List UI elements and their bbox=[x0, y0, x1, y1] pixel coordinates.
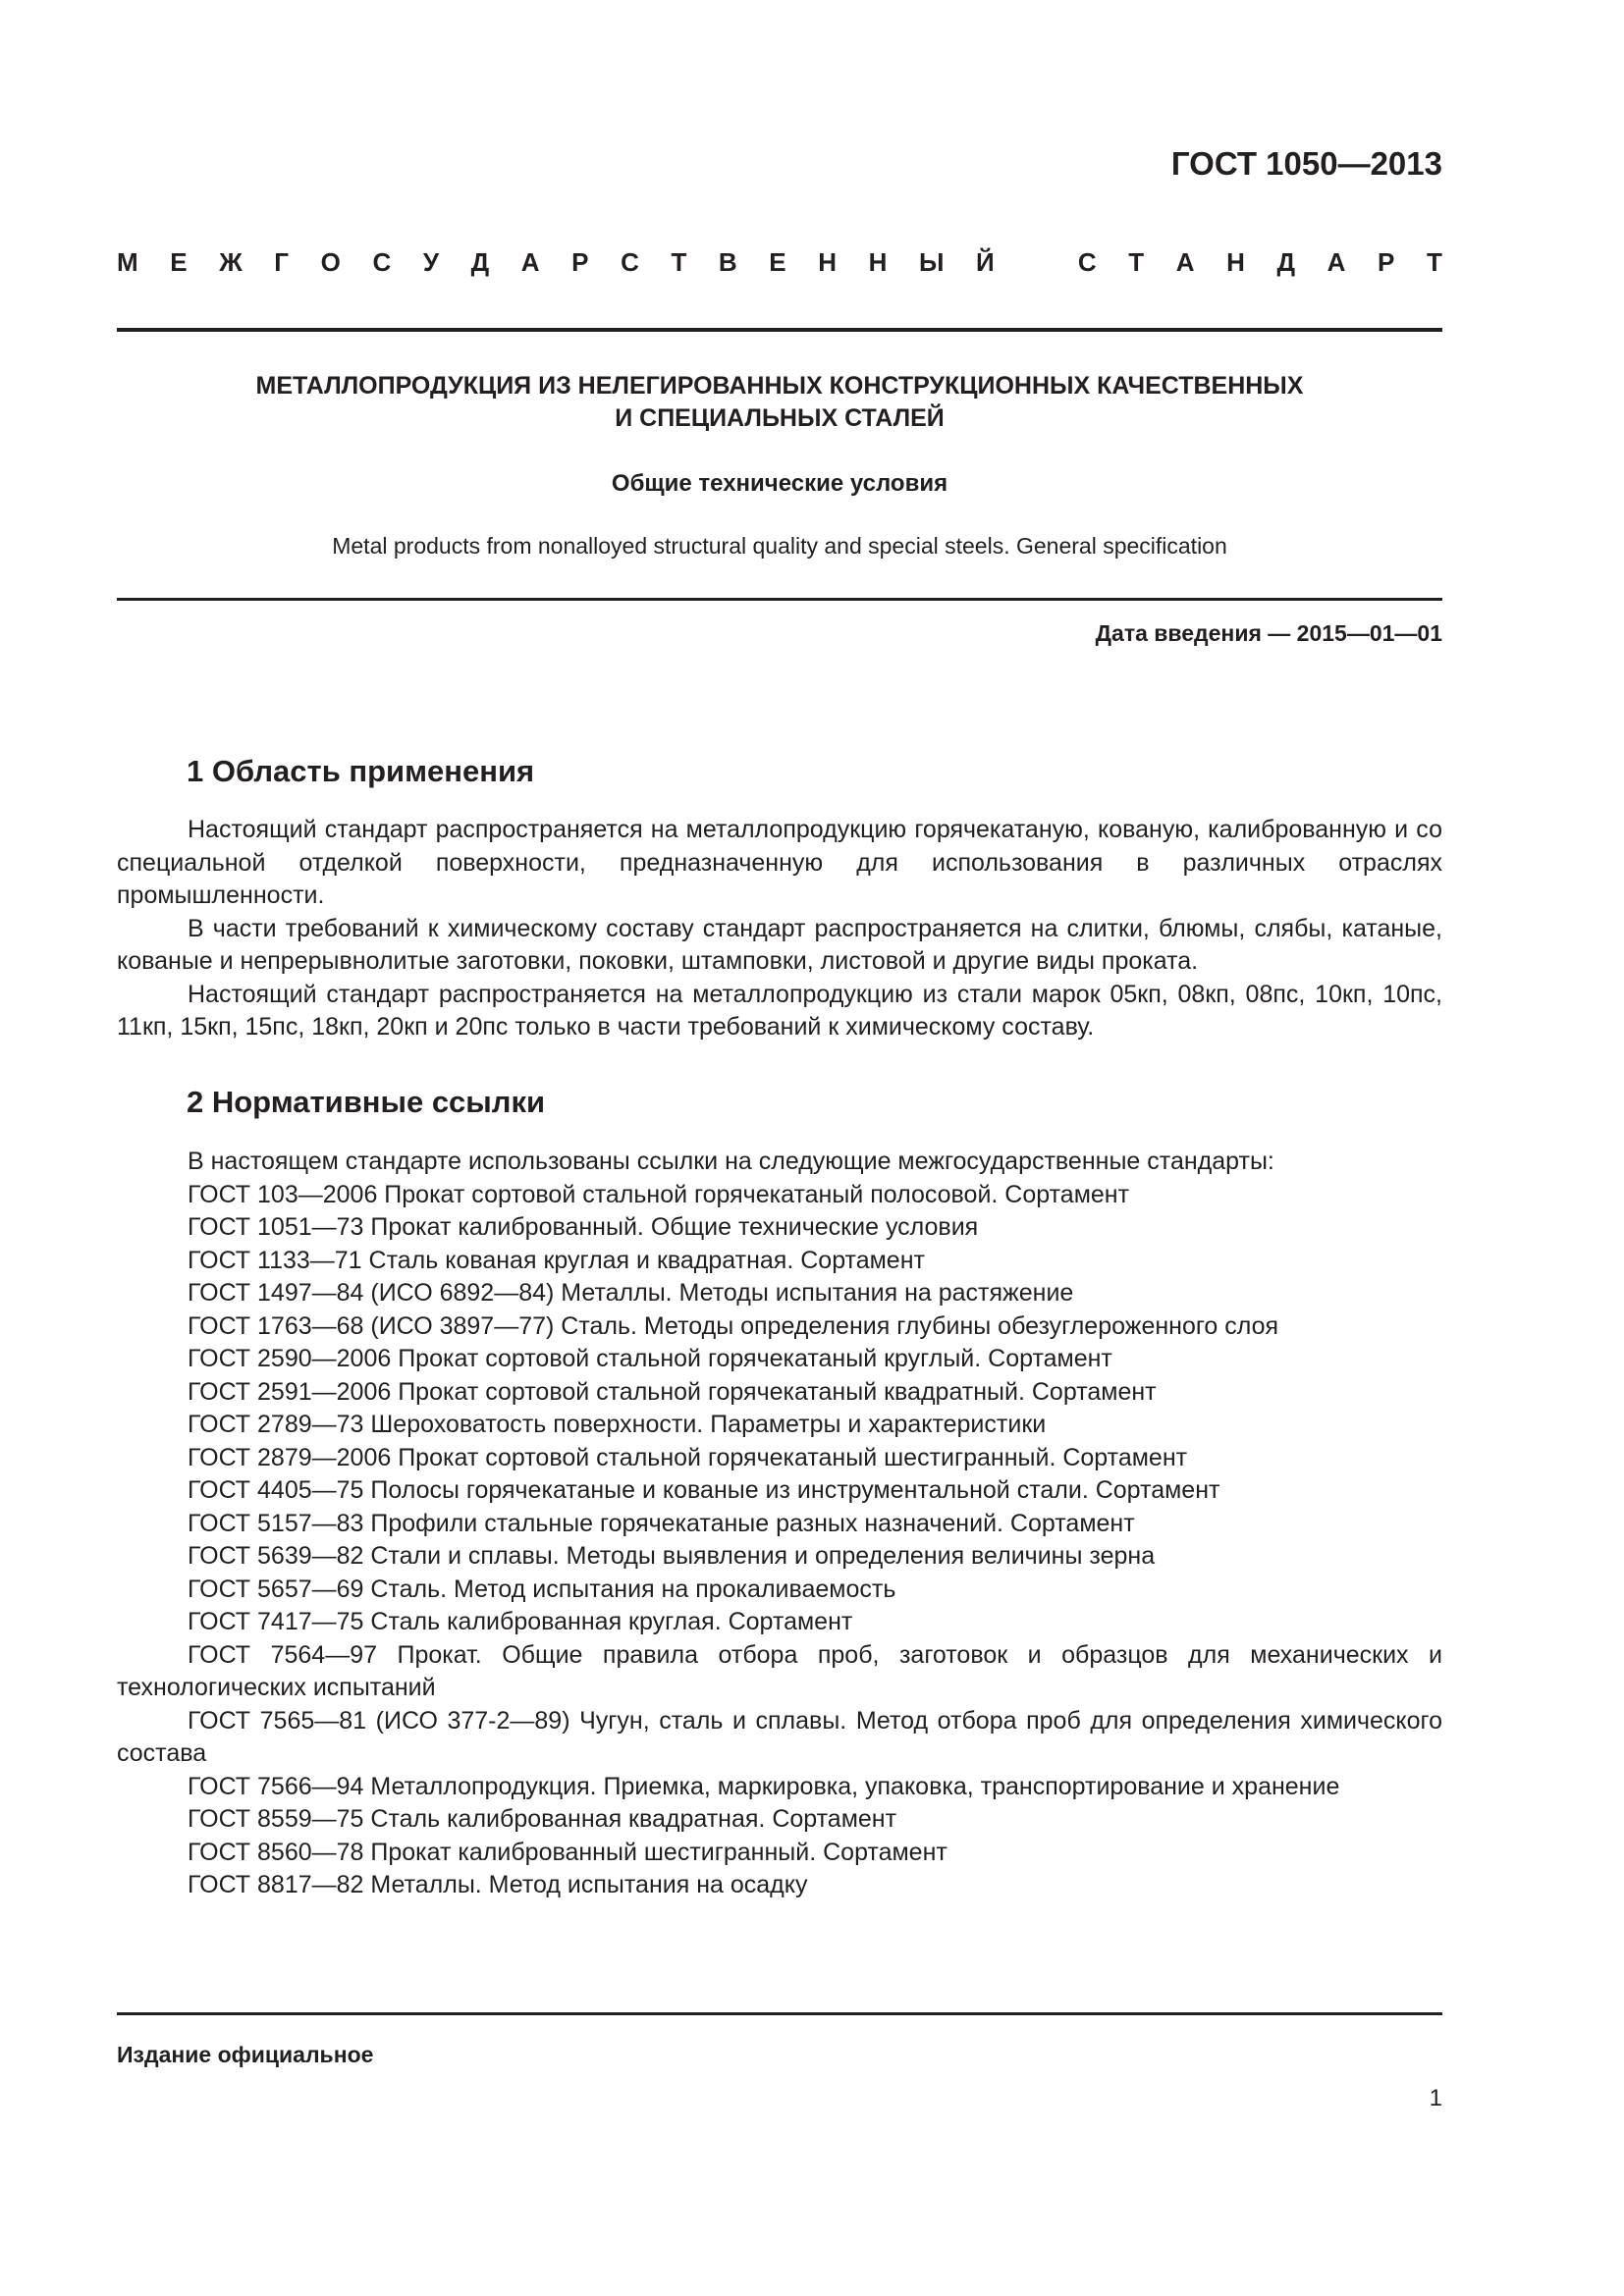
banner-letter: С bbox=[621, 247, 639, 277]
normative-reference: ГОСТ 1051—73 Прокат калиброванный. Общие технические условия bbox=[188, 1213, 979, 1241]
normative-reference: ГОСТ 8559—75 Сталь калиброванная квадратная. Сортамент bbox=[188, 1805, 897, 1833]
banner-letter: С bbox=[1077, 247, 1097, 277]
banner-letter: Д bbox=[1276, 247, 1296, 277]
section-2-intro: В настоящем стандарте использованы ссылки на следующие межгосударственные стандарты: bbox=[188, 1148, 1274, 1175]
banner-letter: Д bbox=[470, 247, 490, 277]
normative-reference: ГОСТ 1133—71 Сталь кованая круглая и квадратная. Сортамент bbox=[188, 1246, 925, 1274]
normative-reference: ГОСТ 1763—68 (ИСО 3897—77) Сталь. Методы определения глубины обезуглероженного слоя bbox=[188, 1311, 1279, 1340]
banner-letter: А bbox=[1175, 247, 1195, 277]
normative-reference: ГОСТ 8817—82 Металлы. Метод испытания на осадку bbox=[188, 1871, 808, 1898]
banner-letter: Ж bbox=[219, 247, 243, 277]
section-1-heading: 1 Область применения bbox=[187, 754, 535, 788]
english-title: Metal products from nonalloyed structural quality and special steels. General specification bbox=[332, 533, 1227, 559]
normative-reference: ГОСТ 2591—2006 Прокат сортовой стальной горячекатаный квадратный. Сортамент bbox=[188, 1377, 1157, 1406]
standard-banner bbox=[117, 247, 1442, 278]
normative-reference: ГОСТ 7566—94 Металлопродукция. Приемка, маркировка, упаковка, транспортирование и хранение bbox=[188, 1772, 1340, 1800]
normative-reference: ГОСТ 7565—81 (ИСО 377-2—89) Чугун, сталь и сплавы. Метод отбора проб для определения химического состава bbox=[117, 1706, 1442, 1767]
section-1-body bbox=[117, 814, 1442, 1044]
normative-reference: ГОСТ 2879—2006 Прокат сортовой стальной горячекатаный шестигранный. Сортамент bbox=[188, 1443, 1188, 1471]
normative-reference: ГОСТ 2789—73 Шероховатость поверхности. Параметры и характеристики bbox=[188, 1411, 1047, 1438]
banner-letter: Т bbox=[671, 247, 687, 277]
divider-title bbox=[117, 598, 1442, 601]
banner-letter: Й bbox=[976, 247, 995, 277]
section-1-paragraph: Настоящий стандарт распространяется на металлопродукцию горячекатаную, кованую, калиброванную и со специальной отделкой поверхности, предназначенную для использования в различных отраслях промышленности. bbox=[117, 816, 1442, 909]
normative-reference: ГОСТ 4405—75 Полосы горячекатаные и кованые из инструментальной стали. Сортамент bbox=[188, 1476, 1220, 1504]
banner-letter: Т bbox=[1128, 247, 1145, 277]
normative-reference: ГОСТ 103—2006 Прокат сортовой стальной горячекатаный полосовой. Сортамент bbox=[188, 1180, 1130, 1208]
banner-letter: О bbox=[320, 247, 341, 277]
section-1-paragraph: В части требований к химическому составу стандарт распространяется на слитки, блюмы, слябы, катаные, кованые и непрерывнолитые заготовки, поковки, штамповки, листовой и другие виды проката. bbox=[117, 914, 1442, 975]
banner-letter: В bbox=[718, 247, 737, 277]
normative-reference: ГОСТ 7417—75 Сталь калиброванная круглая. Сортамент bbox=[188, 1608, 853, 1635]
banner-letter: Е bbox=[769, 247, 786, 277]
normative-reference: ГОСТ 5157—83 Профили стальные горячекатаные разных назначений. Сортамент bbox=[188, 1509, 1135, 1537]
section-1-paragraph: Настоящий стандарт распространяется на металлопродукцию из стали марок 05кп, 08кп, 08пс, 10кп, 10пс, 11кп, 15кп, 15пс, 18кп, 20кп и 20пс только в части требований к химическому составу. bbox=[117, 980, 1442, 1041]
banner-letter: С bbox=[372, 247, 392, 277]
banner-letter: Р bbox=[571, 247, 589, 277]
banner-letter: Г bbox=[274, 247, 290, 277]
banner-letter: Ы bbox=[918, 247, 945, 277]
subtitle: Общие технические условия bbox=[611, 470, 948, 497]
document-number: ГОСТ 1050—2013 bbox=[1170, 145, 1442, 182]
section-2-body bbox=[117, 1146, 1442, 1902]
banner-letter: А bbox=[520, 247, 540, 277]
divider-bottom bbox=[117, 2012, 1442, 2015]
banner-letter: У bbox=[422, 247, 440, 277]
banner-letter: Н bbox=[868, 247, 888, 277]
normative-reference: ГОСТ 8560—78 Прокат калиброванный шестигранный. Сортамент bbox=[188, 1838, 947, 1866]
banner-letter: Р bbox=[1378, 247, 1395, 277]
banner-letter: Т bbox=[1426, 247, 1442, 277]
normative-reference: ГОСТ 7564—97 Прокат. Общие правила отбора проб, заготовок и образцов для механических и технологических испытаний bbox=[117, 1640, 1442, 1701]
divider-top bbox=[117, 328, 1442, 332]
page-number: 1 bbox=[1429, 2085, 1442, 2111]
banner-letter: Н bbox=[818, 247, 838, 277]
section-2-heading: 2 Нормативные ссылки bbox=[187, 1085, 546, 1119]
normative-reference: ГОСТ 1497—84 (ИСО 6892—84) Металлы. Методы испытания на растяжение bbox=[188, 1279, 1074, 1307]
banner-letter: М bbox=[117, 247, 138, 277]
banner-letter: А bbox=[1326, 247, 1346, 277]
normative-reference: ГОСТ 5657—69 Сталь. Метод испытания на прокаливаемость bbox=[188, 1575, 896, 1603]
normative-reference: ГОСТ 2590—2006 Прокат сортовой стальной горячекатаный круглый. Сортамент bbox=[188, 1345, 1112, 1372]
normative-reference: ГОСТ 5639—82 Стали и сплавы. Методы выявления и определения величины зерна bbox=[188, 1542, 1156, 1570]
edition-label: Издание официальное bbox=[117, 2042, 374, 2067]
title-line-1: МЕТАЛЛОПРОДУКЦИЯ ИЗ НЕЛЕГИРОВАННЫХ КОНСТРУКЦИОННЫХ КАЧЕСТВЕННЫХ bbox=[255, 372, 1304, 400]
introduction-date: Дата введения — 2015—01—01 bbox=[1095, 620, 1442, 646]
banner-gap bbox=[1026, 247, 1046, 278]
title-line-2: И СПЕЦИАЛЬНЫХ СТАЛЕЙ bbox=[615, 404, 945, 432]
banner-letter: Е bbox=[170, 247, 188, 277]
banner-letter: Н bbox=[1226, 247, 1245, 277]
